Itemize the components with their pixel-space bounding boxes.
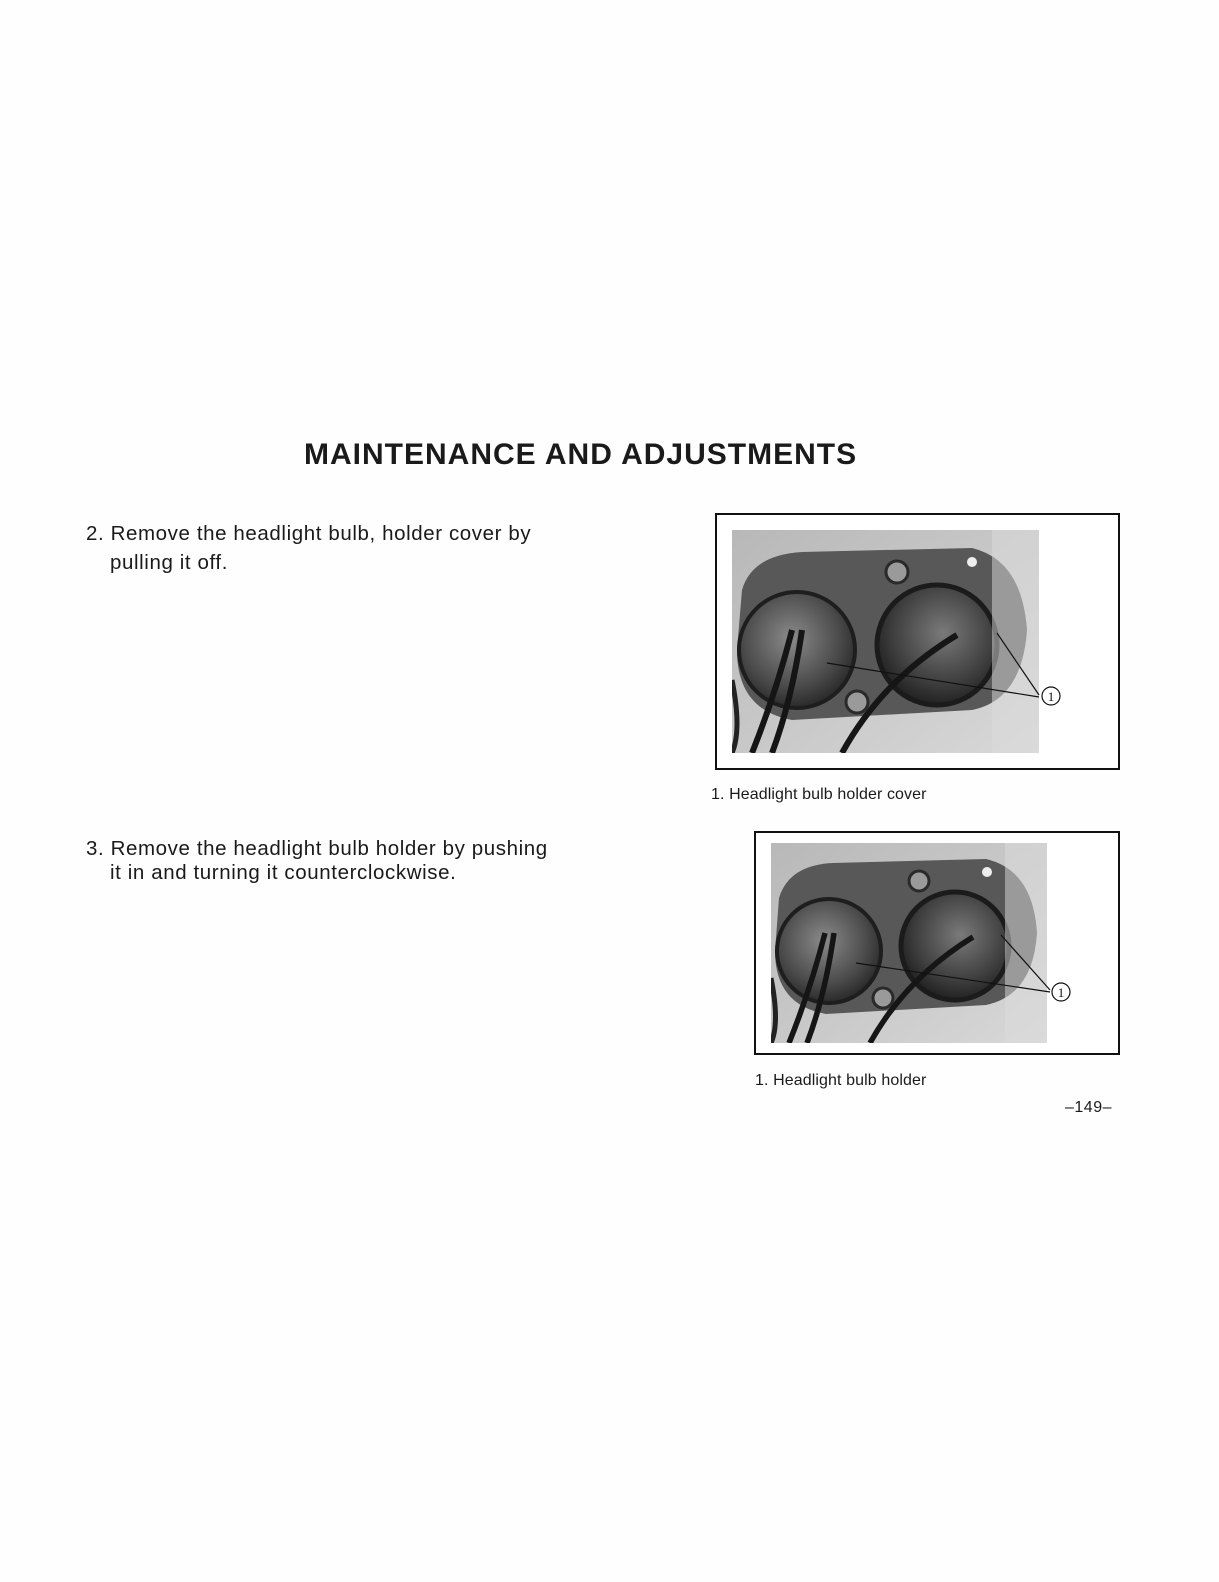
- figure-1-leader-lines: [732, 530, 1072, 753]
- page-number: –149–: [1065, 1099, 1112, 1116]
- figure-1-callout: 1: [1047, 689, 1055, 704]
- step-3-line2: it in and turning it counterclockwise.: [110, 861, 457, 884]
- figure-2-leader-lines: [771, 843, 1081, 1043]
- figure-2-caption: 1. Headlight bulb holder: [755, 1072, 927, 1089]
- step-2-text: [86, 521, 531, 576]
- figure-1-caption: 1. Headlight bulb holder cover: [711, 786, 927, 803]
- step-2-line1: 2. Remove the headlight bulb, holder cover by: [86, 522, 532, 545]
- step-3-line1: 3. Remove the headlight bulb holder by pushing: [86, 837, 548, 860]
- figure-2-callout: 1: [1057, 985, 1065, 1000]
- step-3-text: [86, 837, 548, 885]
- page-title: MAINTENANCE AND ADJUSTMENTS: [304, 438, 858, 471]
- step-2-line2: pulling it off.: [110, 551, 229, 574]
